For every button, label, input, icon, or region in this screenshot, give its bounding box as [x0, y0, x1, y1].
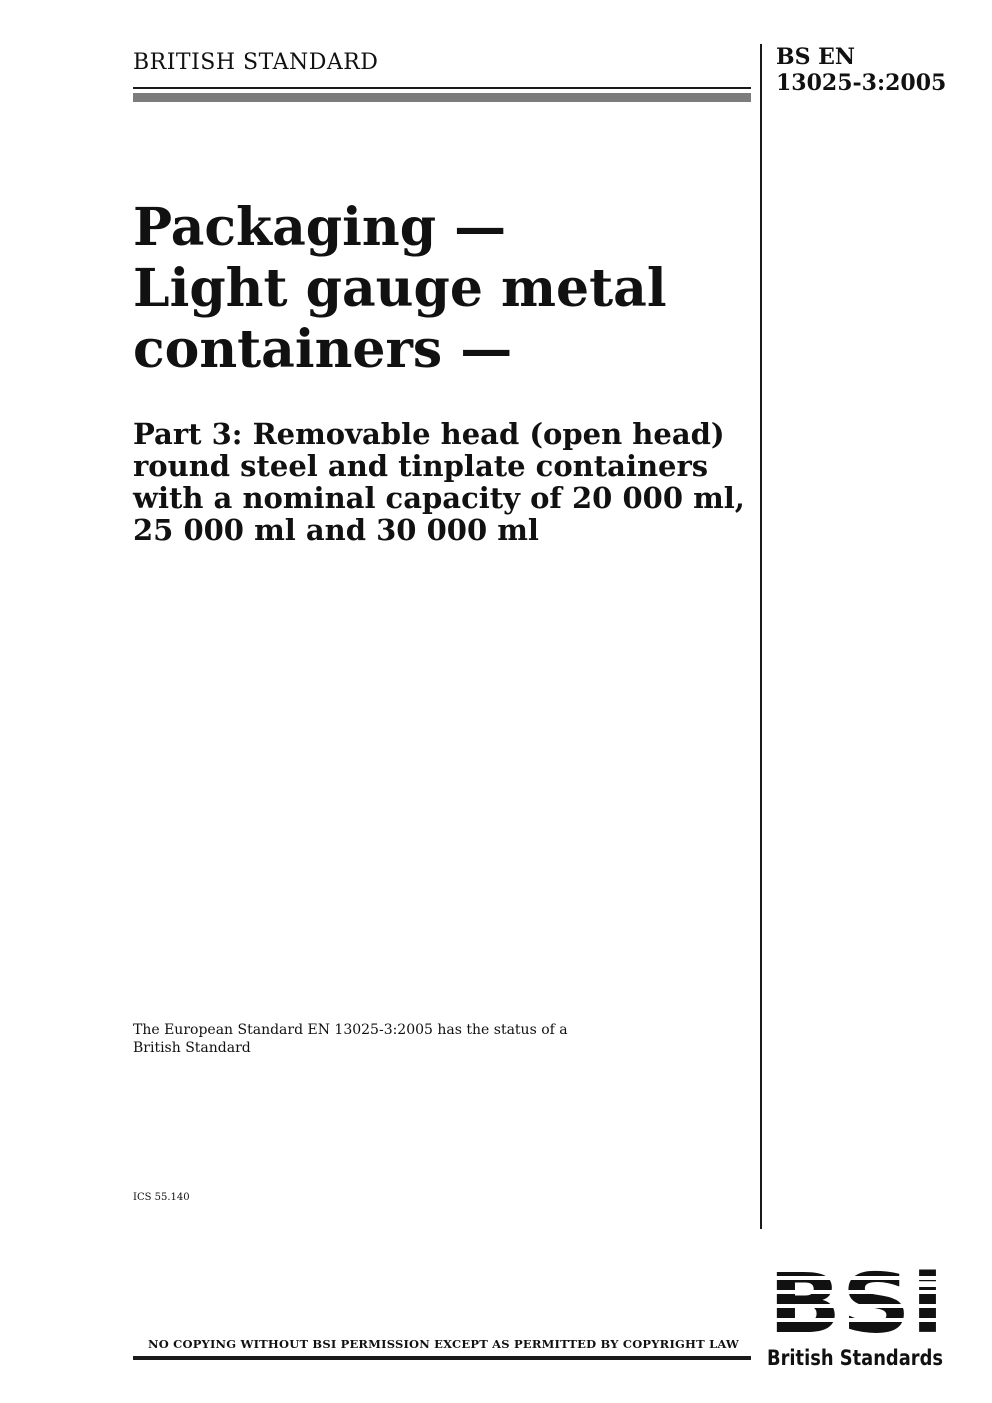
- subtitle-line: round steel and tinplate containers: [133, 449, 709, 483]
- standard-number-line2: 13025-3:2005: [776, 70, 947, 96]
- footer-rule: [133, 1356, 751, 1360]
- ics-code: ICS 55.140: [133, 1192, 190, 1203]
- standard-number-line1: BS EN: [776, 44, 856, 70]
- status-line: The European Standard EN 13025-3:2005 has the status of a: [133, 1022, 568, 1038]
- title-line: Packaging —: [133, 197, 507, 258]
- document-title: [133, 197, 753, 380]
- copyright-notice: NO COPYING WITHOUT BSI PERMISSION EXCEPT AS PERMITTED BY COPYRIGHT LAW: [148, 1337, 740, 1351]
- status-note: [133, 1021, 568, 1057]
- standard-number: [776, 44, 946, 96]
- bsi-logo: [765, 1262, 947, 1372]
- vertical-divider: [760, 44, 762, 1229]
- series-label: BRITISH STANDARD: [133, 50, 379, 75]
- subtitle-line: 25 000 ml and 30 000 ml: [133, 513, 539, 547]
- title-line: containers —: [133, 319, 513, 380]
- subtitle-line: with a nominal capacity of 20 000 ml,: [133, 481, 745, 515]
- header-rule-thin: [133, 87, 751, 89]
- header-rule-thick: [133, 93, 751, 102]
- subtitle-line: Part 3: Removable head (open head): [133, 417, 725, 451]
- title-line: Light gauge metal: [133, 258, 667, 319]
- document-subtitle: [133, 418, 753, 546]
- bsi-logo-caption: British Standards: [767, 1346, 943, 1370]
- status-line: British Standard: [133, 1040, 251, 1056]
